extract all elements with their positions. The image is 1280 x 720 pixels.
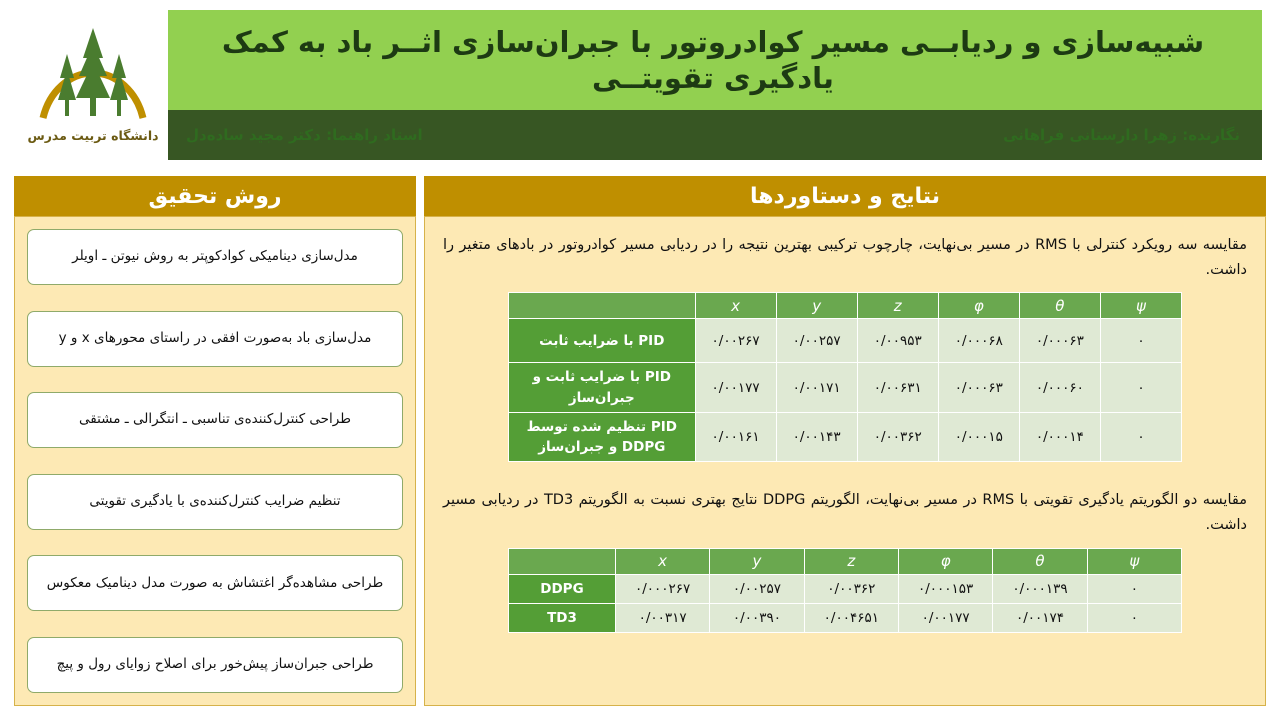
cell-theta: ۰/۰۰۰۱۴: [1019, 412, 1100, 462]
cell-method-label: PID تنظیم شده توسط DDPG و جبران‌ساز: [509, 412, 696, 462]
col-x: x: [615, 548, 709, 574]
cell-psi: ۰: [1087, 603, 1181, 632]
method-step-3: طراحی کنترل‌کننده‌ی تناسبی ـ انتگرالی ـ مشتقی: [27, 392, 403, 448]
university-crest-icon: [33, 14, 153, 126]
results-table-1: [508, 292, 1182, 462]
results-panel: [424, 216, 1266, 706]
cell-x: ۰/۰۰۱۷۷: [695, 363, 776, 413]
table-header-row: [509, 548, 1182, 574]
cell-phi: ۰/۰۰۰۶۸: [938, 319, 1019, 363]
results-table-2: [508, 548, 1182, 634]
author-bar: [164, 110, 1262, 160]
cell-x: ۰/۰۰۱۶۱: [695, 412, 776, 462]
cell-phi: ۰/۰۰۰۱۵۳: [898, 574, 992, 603]
cell-phi: ۰/۰۰۱۷۷: [898, 603, 992, 632]
col-algorithm: [509, 548, 616, 574]
col-y: y: [776, 293, 857, 319]
col-psi: ψ: [1087, 548, 1181, 574]
cell-x: ۰/۰۰۳۱۷: [615, 603, 709, 632]
university-logo: [18, 8, 168, 163]
table-row: [509, 574, 1182, 603]
cell-phi: ۰/۰۰۰۱۵: [938, 412, 1019, 462]
method-column: [14, 176, 416, 706]
cell-z: ۰/۰۰۶۳۱: [857, 363, 938, 413]
page-title: شبیه‌سازی و ردیابــی مسیر کوادروتور با جبران‌سازی اثــر باد به کمک یادگیری تقویتــی: [221, 24, 1205, 95]
cell-psi: ۰: [1100, 412, 1181, 462]
cell-algorithm-label: DDPG: [509, 574, 616, 603]
results-paragraph-1: مقایسه سه رویکرد کنترلی با RMS در مسیر بی‌نهایت، چارچوب ترکیبی بهترین نتیجه را در ردیابی مسیر کوادروتور در بادهای متغیر را داشت.: [443, 237, 1247, 278]
method-panel: [14, 216, 416, 706]
title-bar: [164, 10, 1262, 110]
cell-y: ۰/۰۰۳۹۰: [710, 603, 804, 632]
cell-theta: ۰/۰۰۰۶۰: [1019, 363, 1100, 413]
col-theta: θ: [1019, 293, 1100, 319]
table-row: [509, 363, 1182, 413]
cell-psi: ۰: [1100, 363, 1181, 413]
cell-y: ۰/۰۰۲۵۷: [776, 319, 857, 363]
col-y: y: [710, 548, 804, 574]
results-section-header: نتایج و دستاوردها: [424, 176, 1266, 216]
university-name: دانشگاه تربیت مدرس: [27, 128, 159, 143]
col-x: x: [695, 293, 776, 319]
method-step-6: طراحی جبران‌ساز پیش‌خور برای اصلاح زوایای رول و پیچ: [27, 637, 403, 693]
cell-method-label: PID با ضرایب ثابت و جبران‌ساز: [509, 363, 696, 413]
cell-x: ۰/۰۰۰۲۶۷: [615, 574, 709, 603]
cell-psi: ۰: [1087, 574, 1181, 603]
cell-z: ۰/۰۰۴۶۵۱: [804, 603, 898, 632]
col-psi: ψ: [1100, 293, 1181, 319]
results-paragraph-2: مقایسه دو الگوریتم یادگیری تقویتی با RMS در مسیر بی‌نهایت، الگوریتم DDPG نتایج بهتری نسبت به الگوریتم TD3 در ردیابی مسیر داشت.: [443, 492, 1247, 533]
supervisor-name: استاد راهنما: دکتر مجید ساده‌دل: [186, 126, 423, 144]
cell-algorithm-label: TD3: [509, 603, 616, 632]
cell-phi: ۰/۰۰۰۶۳: [938, 363, 1019, 413]
cell-theta: ۰/۰۰۰۶۳: [1019, 319, 1100, 363]
col-z: z: [804, 548, 898, 574]
col-z: z: [857, 293, 938, 319]
method-section-header: روش تحقیق: [14, 176, 416, 216]
method-step-1: مدل‌سازی دینامیکی کوادکوپتر به روش نیوتن ـ اویلر: [27, 229, 403, 285]
cell-z: ۰/۰۰۳۶۲: [804, 574, 898, 603]
cell-z: ۰/۰۰۹۵۳: [857, 319, 938, 363]
cell-theta: ۰/۰۰۱۷۴: [993, 603, 1087, 632]
cell-psi: ۰: [1100, 319, 1181, 363]
method-step-2: مدل‌سازی باد به‌صورت افقی در راستای محورهای x و y: [27, 311, 403, 367]
results-column: [424, 176, 1266, 706]
cell-y: ۰/۰۰۱۷۱: [776, 363, 857, 413]
method-step-4: تنظیم ضرایب کنترل‌کننده‌ی با یادگیری تقویتی: [27, 474, 403, 530]
cell-y: ۰/۰۰۲۵۷: [710, 574, 804, 603]
method-step-5: طراحی مشاهده‌گر اغتشاش به صورت مدل دینامیک معکوس: [27, 555, 403, 611]
table-header-row: [509, 293, 1182, 319]
cell-theta: ۰/۰۰۰۱۳۹: [993, 574, 1087, 603]
author-name: نگارنده: زهرا دارستانی فراهانی: [1003, 126, 1240, 144]
col-method: [509, 293, 696, 319]
col-phi: φ: [938, 293, 1019, 319]
col-theta: θ: [993, 548, 1087, 574]
poster-header: [164, 10, 1262, 160]
table-row: [509, 603, 1182, 632]
cell-method-label: PID با ضرایب ثابت: [509, 319, 696, 363]
cell-y: ۰/۰۰۱۴۳: [776, 412, 857, 462]
col-phi: φ: [898, 548, 992, 574]
cell-x: ۰/۰۰۲۶۷: [695, 319, 776, 363]
cell-z: ۰/۰۰۳۶۲: [857, 412, 938, 462]
table-row: [509, 319, 1182, 363]
table-row: [509, 412, 1182, 462]
